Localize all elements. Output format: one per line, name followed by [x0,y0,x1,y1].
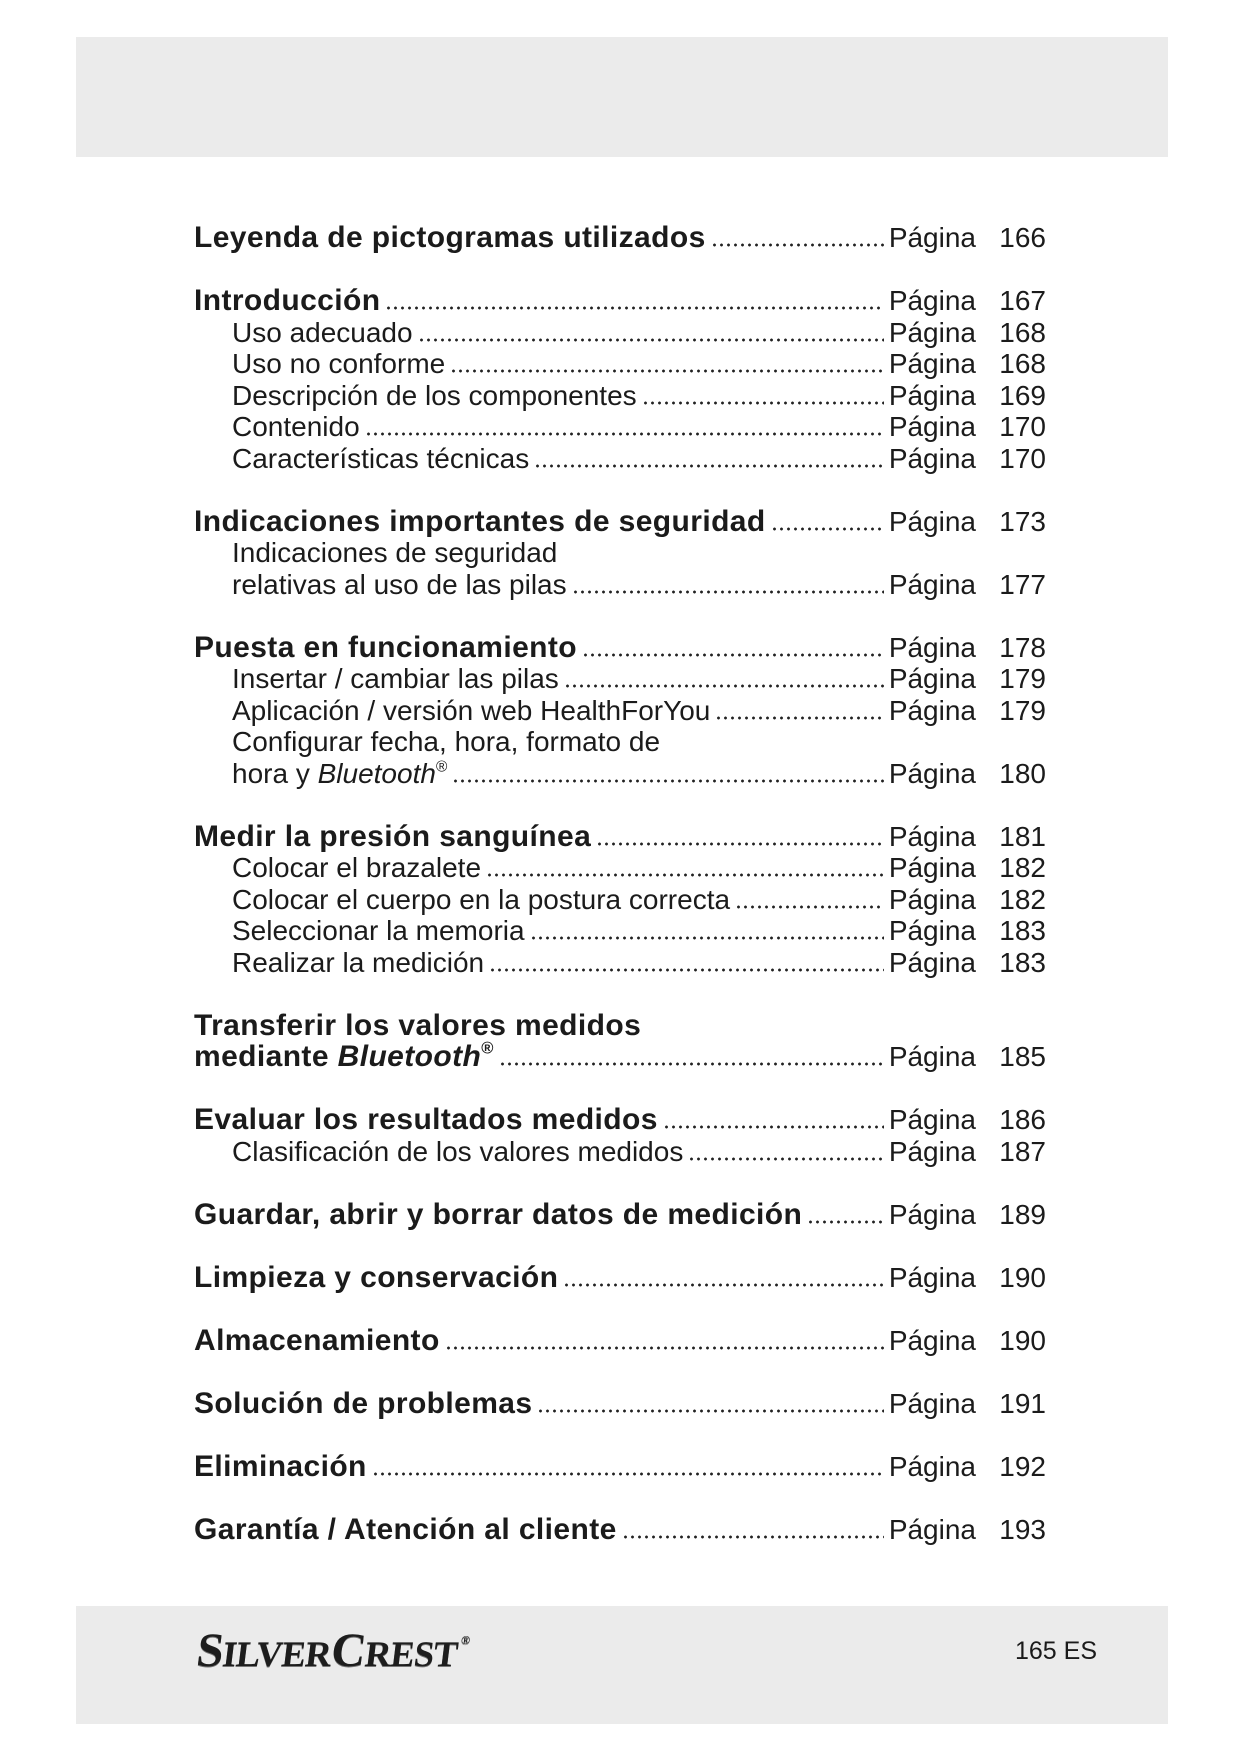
page-number: 179 [999,694,1046,726]
dot-leader [563,1283,883,1287]
bluetooth-term: Bluetooth [317,757,436,789]
toc-subentry-title: Uso adecuado [232,316,413,348]
toc-subentry [194,695,1046,727]
toc-heading-title [194,1041,494,1073]
toc-heading [194,222,1046,254]
dot-leader [807,1220,884,1224]
toc-heading [194,1041,1046,1073]
toc-subentry-title [232,758,447,790]
page-label: Página [888,757,976,789]
dot-leader [771,527,884,531]
page-label: Página [888,915,976,946]
dot-leader [642,401,884,405]
title-text: hora y [232,757,318,789]
toc-heading-title: Eliminación [194,1449,367,1483]
toc-subentry-title: Descripción de los componentes [232,379,637,411]
page-number: 180 [999,757,1046,789]
toc-heading-title: Leyenda de pictogramas utilizados [194,221,706,254]
page-number: 186 [999,1104,1046,1135]
page-label: Página [888,820,976,852]
toc-subentry [194,348,1046,380]
page-number: 182 [999,883,1046,915]
toc-heading [194,632,1046,664]
title-text: mediante [194,1040,338,1073]
toc-subentry-title: Seleccionar la memoria [232,915,525,946]
page-number: 167 [999,285,1046,316]
toc-heading-title: Indicaciones importantes de seguridad [194,504,766,538]
page-label: Página [888,568,976,600]
dot-leader [489,968,884,972]
toc-subentry-title: Contenido [232,411,360,442]
dot-leader [418,338,884,342]
dot-leader [530,936,884,940]
page-number: 187 [999,1135,1046,1167]
page-marker: 165 ES [1014,1637,1097,1665]
toc-heading-line [194,1010,1046,1042]
page-number: 190 [999,1324,1046,1356]
toc-heading [194,1199,1046,1231]
toc-subentry [194,947,1046,979]
page-number: 189 [999,1198,1046,1230]
page-label: Página [888,1104,976,1135]
toc-subentry-title: Realizar la medición [232,946,485,978]
toc-subentry-line [194,726,1046,758]
page-label: Página [888,442,976,474]
dot-leader [715,716,883,720]
toc-subentry [194,663,1046,695]
page-label: Página [888,316,976,348]
page-number: 190 [999,1261,1046,1293]
toc-subentry-line [194,537,1046,569]
dot-leader [622,1535,884,1539]
page-number: 168 [999,316,1046,348]
toc-heading-title: Introducción [194,284,381,317]
registered-mark: ® [481,1039,494,1058]
page-number: 192 [999,1450,1046,1482]
toc-subentry-title: Características técnicas [232,442,530,474]
page-number: 191 [999,1387,1046,1419]
dot-leader [537,1409,883,1413]
page-label: Página [888,379,976,411]
page-label: Página [888,883,976,915]
page-label: Página [888,1041,976,1072]
toc-heading [194,1451,1046,1483]
logo-registered-mark: ® [460,1633,471,1647]
toc-heading-title: Medir la presión sanguínea [194,819,592,853]
toc-subentry [194,915,1046,947]
toc-heading-title: Guardar, abrir y borrar datos de medición [194,1197,803,1231]
page-label: Página [888,694,976,726]
logo-letters: REST [362,1634,460,1674]
toc-heading-title: Puesta en funcionamiento [194,630,577,664]
toc-heading-title: Transferir los valores medidos [194,1008,642,1042]
page-label: Página [888,1135,976,1167]
dot-leader [572,590,884,594]
dot-leader [445,1346,884,1350]
dot-leader [365,432,884,436]
toc-heading [194,1262,1046,1294]
page-label: Página [888,1387,976,1419]
toc-subentry-title: Indicaciones de seguridad [232,537,558,568]
page-number: 185 [999,1041,1046,1072]
toc-subentry [194,411,1046,443]
page-number: 179 [999,663,1046,694]
dot-leader [486,873,884,877]
toc-subentry [194,852,1046,884]
dot-leader [372,1472,884,1476]
page-number: 170 [999,442,1046,474]
dot-leader [663,1125,884,1129]
page-label: Página [888,411,976,442]
dot-leader [450,369,884,373]
toc-heading-title: Limpieza y conservación [194,1260,559,1294]
toc-subentry-title: Insertar / cambiar las pilas [232,663,559,694]
silvercrest-logo [194,1626,471,1676]
toc-heading [194,285,1046,317]
toc-heading [194,821,1046,853]
page-label: Página [888,852,976,883]
page-label: Página [888,1261,976,1293]
page-number: 169 [999,379,1046,411]
page-number: 183 [999,915,1046,946]
dot-leader [499,1062,884,1066]
page-label: Página [888,505,976,537]
page-label: Página [888,1324,976,1356]
dot-leader [582,653,884,657]
toc-subentry-title: Colocar el brazalete [232,852,482,883]
page-label: Página [888,1513,976,1545]
toc-heading-title: Garantía / Atención al cliente [194,1512,617,1546]
page-number: 183 [999,946,1046,978]
page-number: 178 [999,631,1046,663]
registered-mark: ® [435,757,448,775]
page-number: 173 [999,505,1046,537]
toc-subentry [194,569,1046,601]
toc-heading [194,1388,1046,1420]
page-label: Página [888,222,976,253]
dot-leader [688,1157,883,1161]
dot-leader [596,842,884,846]
toc-heading-title: Evaluar los resultados medidos [194,1103,658,1136]
toc-heading-title: Solución de problemas [194,1386,533,1420]
dot-leader [735,905,884,909]
toc-subentry [194,380,1046,412]
toc-subentry [194,1136,1046,1168]
toc-heading [194,1104,1046,1136]
footer-band [76,1606,1168,1724]
page-number: 168 [999,348,1046,379]
dot-leader [711,243,884,247]
header-band [76,37,1168,157]
toc-subentry [194,443,1046,475]
dot-leader [564,684,884,688]
page-number: 177 [999,568,1046,600]
logo-letters: ILVER [220,1634,334,1674]
toc-subentry-title: relativas al uso de las pilas [232,568,567,600]
page-number: 170 [999,411,1046,442]
logo-letter: S [193,1624,227,1677]
toc-subentry-title: Aplicación / versión web HealthForYou [232,694,711,726]
page-label: Página [888,348,976,379]
page-number: 181 [999,820,1046,852]
toc-heading [194,1514,1046,1546]
logo-letter: C [328,1624,369,1677]
toc-subentry-title: Clasificación de los valores medidos [232,1135,684,1167]
toc-heading-title: Almacenamiento [194,1323,440,1357]
page-label: Página [888,631,976,663]
dot-leader [534,464,884,468]
page-label: Página [888,663,976,694]
toc-subentry [194,758,1046,790]
page-label: Página [888,1450,976,1482]
toc-subentry-title: Uso no conforme [232,348,446,379]
dot-leader [452,779,884,783]
page-label: Página [888,1198,976,1230]
dot-leader [385,306,883,310]
page-label: Página [888,946,976,978]
toc-subentry-title: Colocar el cuerpo en la postura correcta [232,883,731,915]
toc-subentry-title: Configurar fecha, hora, formato de [232,726,661,757]
page-number: 182 [999,852,1046,883]
bluetooth-term: Bluetooth [337,1040,482,1073]
table-of-contents [194,222,1046,1545]
page-label: Página [888,285,976,316]
toc-subentry [194,884,1046,916]
page-number: 166 [999,222,1046,253]
page-number: 193 [999,1513,1046,1545]
toc-subentry [194,317,1046,349]
toc-heading [194,1325,1046,1357]
toc-heading [194,506,1046,538]
